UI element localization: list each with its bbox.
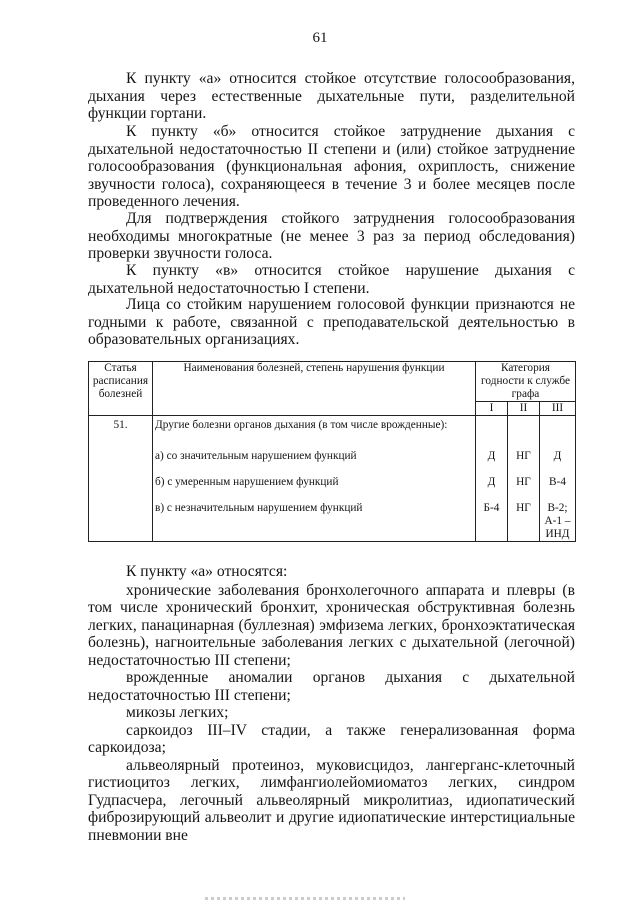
- paragraph-b: К пункту «б» относится стойкое затруднение дыхания с дыхательной недостаточностью II степени и (или) стойкое затруднение голосообразования (функциональная афония, охриплость, снижение звучности голоса), сохраняющееся в течение 3 и более месяцев после проведенного лечения.: [88, 123, 575, 210]
- col-header-3: III: [540, 402, 576, 416]
- paragraph-congenital: врожденные аномалии органов дыхания с дыхательной недостаточностью III степени;: [88, 669, 575, 704]
- header-article: Статья расписания болезней: [89, 362, 153, 416]
- col-header-1: I: [476, 402, 508, 416]
- paragraph-a: К пункту «а» относится стойкое отсутствие голосообразования, дыхания через естественные дыхательные пути, разделительной функции гортани.: [88, 70, 575, 122]
- header-category: Категория годности к службе: [476, 362, 576, 389]
- paragraph-unfit: Лица со стойким нарушением голосовой функции признаются не годными к работе, связанной с преподавательской деятельностью в образовательных организациях.: [88, 296, 575, 348]
- paragraph-chronic: хронические заболевания бронхолегочного аппарата и плевры (в том числе хронический бронхит, хроническая обструктивная болезнь легких, панацинарная (буллезная) эмфизема легких, бронхоэктатическая болезнь), нагноительные заболевания легких с дыхательной (легочной) недостаточностью III степени;: [88, 581, 575, 669]
- row-a-col3: Д: [540, 416, 576, 464]
- row-v-col1: Б-4: [476, 489, 508, 542]
- article-title-text: Другие болезни органов дыхания (в том числе врожденные):: [155, 419, 448, 431]
- page-number: 61: [312, 30, 328, 46]
- row-b-col3: В-4: [540, 463, 576, 489]
- row-b-col2: НГ: [508, 463, 540, 489]
- scan-artifact: [205, 897, 405, 900]
- row-v-col2: НГ: [508, 489, 540, 542]
- row-v-name: в) с незначительным нарушением функций: [153, 489, 476, 542]
- paragraph-sarcoidosis: саркоидоз III–IV стадии, а также генерализованная форма саркоидоза;: [88, 721, 575, 756]
- header-disease-names: Наименования болезней, степень нарушения функции: [153, 362, 476, 416]
- row-a-col1: Д: [476, 416, 508, 464]
- header-grafa: графа: [476, 388, 576, 402]
- row-b-name: б) с умеренным нарушением функций: [153, 463, 476, 489]
- row-a-name: а) со значительным нарушением функций: [155, 450, 357, 462]
- paragraph-v: К пункту «в» относится стойкое нарушение дыхания с дыхательной недостаточностью I степени.: [88, 262, 575, 297]
- table-header-row: [89, 362, 576, 389]
- row-v-col3: В-2; А-1 – ИНД: [540, 489, 576, 542]
- table-row: [89, 489, 576, 542]
- row-b-col1: Д: [476, 463, 508, 489]
- paragraphs-bottom: [88, 563, 575, 844]
- paragraph-voice-check: Для подтверждения стойкого затруднения голосообразования необходимы многократные (не менее 3 раз за период обследования) проверки звучности голоса.: [88, 210, 575, 262]
- paragraph-a-relates: К пункту «а» относятся:: [126, 563, 288, 580]
- table-row: [89, 463, 576, 489]
- article-number: 51.: [89, 416, 153, 542]
- row-a-col2: НГ: [508, 416, 540, 464]
- disease-schedule-table: [88, 361, 576, 542]
- table-row: [89, 416, 576, 464]
- paragraph-mycoses: микозы легких;: [126, 704, 229, 721]
- article-title: [153, 416, 476, 464]
- paragraph-proteinosis: альвеолярный протеиноз, муковисцидоз, лангерганс-клеточный гистиоцитоз легких, лимфангиолейомиоматоз легких, синдром Гудпасчера, легочный альвеолярный микролитиаз, идиопатический фиброзирующий альвеолит и другие идиопатические интерстициальные пневмонии вне: [88, 756, 575, 844]
- col-header-2: II: [508, 402, 540, 416]
